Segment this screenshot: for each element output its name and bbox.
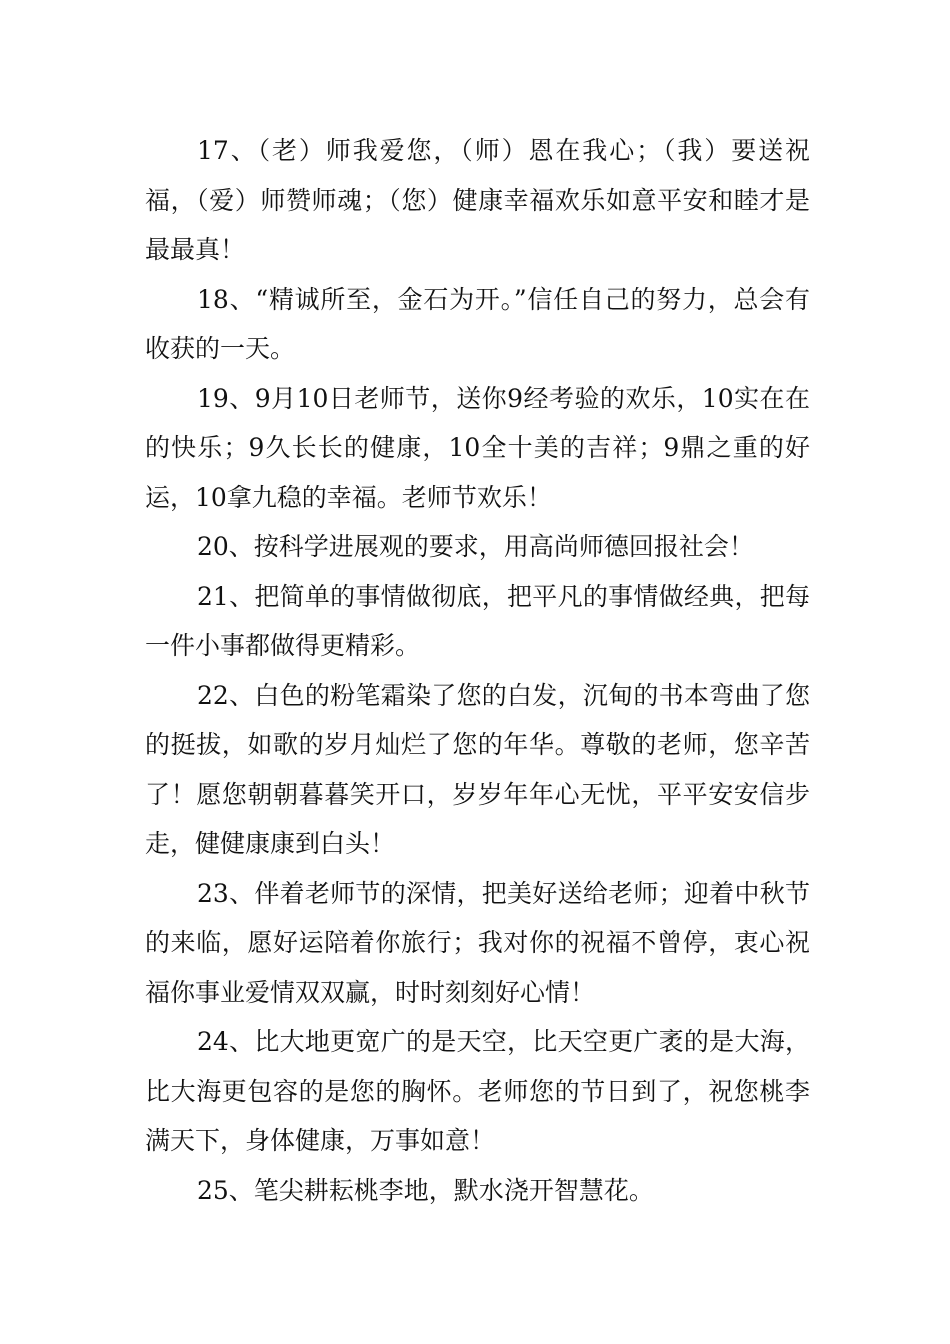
paragraph-20: 20、按科学进展观的要求，用高尚师德回报社会！	[197, 532, 754, 561]
paragraph-24: 24、比大地更宽广的是天空，比天空更广袤的是大海，比大海更包容的是您的胸怀。老师您的节日到了，祝您桃李满天下，身体健康，万事如意！	[145, 1027, 810, 1155]
paragraph-18: 18、“精诚所至，金石为开。”信任自己的努力，总会有收获的一天。	[145, 284, 810, 363]
document-body	[145, 126, 810, 1215]
paragraph-17: 17、（老）师我爱您，（师）恩在我心；（我）要送祝福，（爱）师赞师魂；（您）健康幸福欢乐如意平安和睦才是最最真！	[145, 136, 810, 264]
paragraph-25: 25、笔尖耕耘桃李地，默水浇开智慧花。	[197, 1175, 654, 1205]
paragraph-23: 23、伴着老师节的深情，把美好送给老师；迎着中秋节的来临，愿好运陪着你旅行；我对你的祝福不曾停，衷心祝福你事业爱情双双赢，时时刻刻好心情！	[145, 878, 810, 1007]
paragraph-21: 21、把简单的事情做彻底，把平凡的事情做经典，把每一件小事都做得更精彩。	[145, 581, 810, 660]
paragraph-19: 19、9月10日老师节，送你9经考验的欢乐，10实在在的快乐；9久长长的健康，10全十美的吉祥；9鼎之重的好运，10拿九稳的幸福。老师节欢乐！	[145, 383, 810, 512]
paragraph-22: 22、白色的粉笔霜染了您的白发，沉甸的书本弯曲了您的挺拔，如歌的岁月灿烂了您的年华。尊敬的老师，您辛苦了！愿您朝朝暮暮笑开口，岁岁年年心无忧，平平安安信步走，健健康康到白头！	[145, 680, 810, 858]
